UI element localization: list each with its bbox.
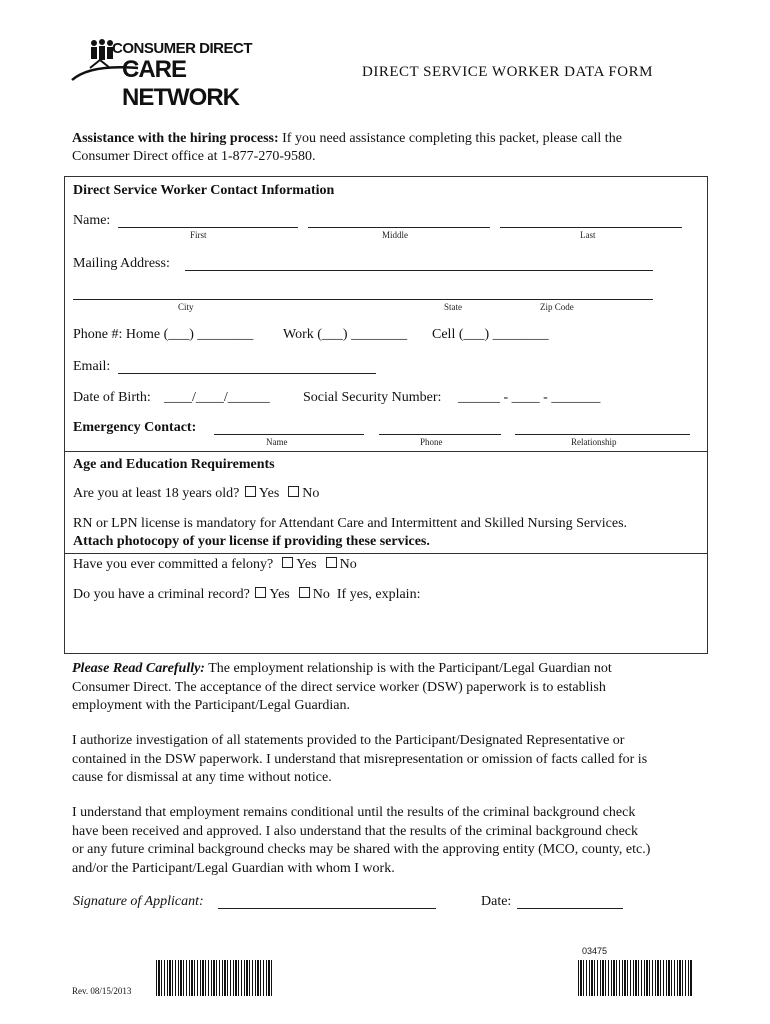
- notice-paragraph-3: I understand that employment remains conditional until the results of the criminal background check have been received and approved. I also understand that the results of the criminal background check or any future criminal background checks may be shared with the approving entity (MCO, county, etc.) and/or the Participant/Legal Guardian with whom I work.: [72, 805, 651, 876]
- felony-yes-checkbox[interactable]: [282, 557, 293, 568]
- em-relationship-caption: Relationship: [571, 437, 617, 447]
- middle-name-field[interactable]: [308, 227, 490, 228]
- em-name-caption: Name: [266, 437, 288, 447]
- notice-label: Please Read Carefully:: [72, 661, 205, 676]
- ssn-field[interactable]: ______ - ____ - _______: [458, 390, 601, 405]
- section-divider-2: [64, 553, 708, 554]
- emergency-label: Emergency Contact:: [73, 420, 197, 435]
- first-name-field[interactable]: [118, 227, 298, 228]
- signature-field[interactable]: [218, 908, 436, 909]
- license-text: RN or LPN license is mandatory for Attendant Care and Intermittent and Skilled Nursing Services.: [73, 516, 628, 531]
- record-question: Do you have a criminal record? Yes No If yes, explain:: [73, 587, 421, 602]
- contact-section: [64, 176, 708, 654]
- zip-caption: Zip Code: [540, 302, 574, 312]
- email-label: Email:: [73, 359, 111, 374]
- mailing-address-field[interactable]: [185, 270, 653, 271]
- city-state-zip-field[interactable]: [73, 299, 653, 300]
- barcode-left: [156, 960, 274, 996]
- logo-top-text: CONSUMER DIRECT: [112, 40, 253, 57]
- email-field[interactable]: [118, 373, 376, 374]
- last-name-field[interactable]: [500, 227, 682, 228]
- contact-heading: Direct Service Worker Contact Information: [73, 183, 335, 198]
- record-yes-checkbox[interactable]: [255, 587, 266, 598]
- attach-text: Attach photocopy of your license if providing these services.: [73, 534, 430, 549]
- assistance-text: Assistance with the hiring process: If you need assistance completing this packet, please call the Consumer Direct office at 1-877-270-9580.: [72, 131, 622, 164]
- em-phone-caption: Phone: [420, 437, 443, 447]
- phone-cell[interactable]: Cell (___) ________: [432, 327, 549, 342]
- name-label: Name:: [73, 213, 111, 228]
- assistance-label: Assistance with the hiring process:: [72, 131, 279, 146]
- section-divider: [64, 451, 708, 452]
- last-caption: Last: [580, 230, 596, 240]
- logo: [70, 36, 260, 111]
- age-yes-checkbox[interactable]: [245, 486, 256, 497]
- age-no-checkbox[interactable]: [288, 486, 299, 497]
- page-title: DIRECT SERVICE WORKER DATA FORM: [362, 64, 653, 80]
- dob-field[interactable]: ____/____/______: [164, 390, 270, 405]
- logo-bottom-text: CARE NETWORK: [122, 56, 239, 111]
- dob-label: Date of Birth:: [73, 390, 151, 405]
- form-code: 03475: [582, 946, 608, 956]
- age-heading: Age and Education Requirements: [73, 457, 275, 472]
- date-field[interactable]: [517, 908, 623, 909]
- felony-no-checkbox[interactable]: [326, 557, 337, 568]
- phone-work[interactable]: Work (___) ________: [283, 327, 408, 342]
- felony-question: Have you ever committed a felony? Yes No: [73, 557, 357, 572]
- barcode-right: [578, 960, 692, 996]
- emergency-relationship-field[interactable]: [515, 434, 690, 435]
- notice-paragraph-1: Please Read Carefully: The employment relationship is with the Participant/Legal Guardian not Consumer Direct. The acceptance of the direct service worker (DSW) paperwork is to establish employment with the Participant/Legal Guardian.: [72, 661, 612, 713]
- age-question: Are you at least 18 years old? Yes No: [73, 486, 320, 501]
- city-caption: City: [178, 302, 194, 312]
- revision-text: Rev. 08/15/2013: [72, 986, 132, 996]
- notice-paragraph-2: I authorize investigation of all statements provided to the Participant/Designated Representative or contained in the DSW paperwork. I understand that misrepresentation or omission of facts called for is cause for dismissal at any time without notice.: [72, 733, 648, 785]
- first-caption: First: [190, 230, 207, 240]
- state-caption: State: [444, 302, 462, 312]
- middle-caption: Middle: [382, 230, 408, 240]
- mailing-label: Mailing Address:: [73, 256, 170, 271]
- ssn-label: Social Security Number:: [303, 390, 442, 405]
- signature-label: Signature of Applicant:: [73, 894, 204, 909]
- phone-home[interactable]: Phone #: Home (___) ________: [73, 327, 254, 342]
- emergency-name-field[interactable]: [214, 434, 364, 435]
- emergency-phone-field[interactable]: [379, 434, 501, 435]
- record-no-checkbox[interactable]: [299, 587, 310, 598]
- date-label: Date:: [481, 894, 512, 909]
